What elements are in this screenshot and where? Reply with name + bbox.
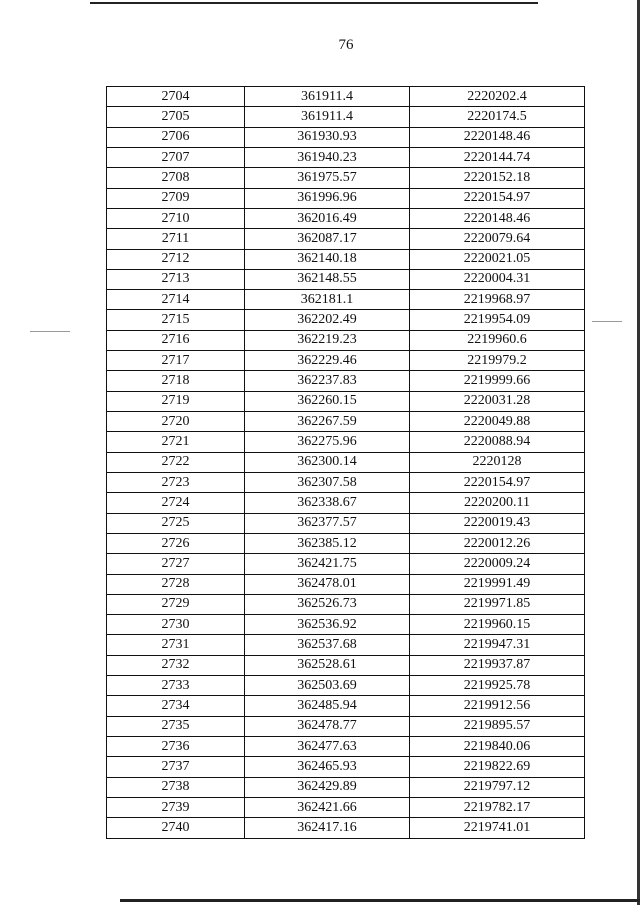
x-coordinate-cell: 361975.57 bbox=[245, 168, 410, 188]
x-coordinate-cell: 362016.49 bbox=[245, 208, 410, 228]
point-number-cell: 2726 bbox=[107, 533, 245, 553]
table-row bbox=[107, 208, 585, 228]
point-number-cell: 2706 bbox=[107, 127, 245, 147]
point-number-cell: 2731 bbox=[107, 635, 245, 655]
table-row bbox=[107, 696, 585, 716]
point-number-cell: 2723 bbox=[107, 472, 245, 492]
table-row bbox=[107, 615, 585, 635]
table-row bbox=[107, 330, 585, 350]
table-row bbox=[107, 269, 585, 289]
x-coordinate-cell: 361911.4 bbox=[245, 107, 410, 127]
y-coordinate-cell: 2220154.97 bbox=[410, 472, 585, 492]
x-coordinate-cell: 362385.12 bbox=[245, 533, 410, 553]
y-coordinate-cell: 2219999.66 bbox=[410, 371, 585, 391]
y-coordinate-cell: 2220019.43 bbox=[410, 513, 585, 533]
table-row bbox=[107, 249, 585, 269]
x-coordinate-cell: 362307.58 bbox=[245, 472, 410, 492]
x-coordinate-cell: 362526.73 bbox=[245, 594, 410, 614]
point-number-cell: 2713 bbox=[107, 269, 245, 289]
table-row bbox=[107, 676, 585, 696]
y-coordinate-cell: 2219840.06 bbox=[410, 737, 585, 757]
table-row bbox=[107, 107, 585, 127]
x-coordinate-cell: 362275.96 bbox=[245, 432, 410, 452]
x-coordinate-cell: 362087.17 bbox=[245, 229, 410, 249]
table-row bbox=[107, 229, 585, 249]
point-number-cell: 2737 bbox=[107, 757, 245, 777]
x-coordinate-cell: 361940.23 bbox=[245, 147, 410, 167]
point-number-cell: 2733 bbox=[107, 676, 245, 696]
x-coordinate-cell: 362202.49 bbox=[245, 310, 410, 330]
x-coordinate-cell: 362219.23 bbox=[245, 330, 410, 350]
point-number-cell: 2738 bbox=[107, 777, 245, 797]
x-coordinate-cell: 361911.4 bbox=[245, 87, 410, 107]
y-coordinate-cell: 2219741.01 bbox=[410, 818, 585, 838]
point-number-cell: 2721 bbox=[107, 432, 245, 452]
point-number-cell: 2736 bbox=[107, 737, 245, 757]
scan-edge-bottom bbox=[120, 899, 640, 902]
point-number-cell: 2732 bbox=[107, 655, 245, 675]
y-coordinate-cell: 2220154.97 bbox=[410, 188, 585, 208]
y-coordinate-cell: 2219925.78 bbox=[410, 676, 585, 696]
table-row bbox=[107, 371, 585, 391]
point-number-cell: 2708 bbox=[107, 168, 245, 188]
table-row bbox=[107, 574, 585, 594]
scan-speck bbox=[592, 321, 622, 322]
y-coordinate-cell: 2219937.87 bbox=[410, 655, 585, 675]
y-coordinate-cell: 2220009.24 bbox=[410, 554, 585, 574]
table-row bbox=[107, 147, 585, 167]
x-coordinate-cell: 362148.55 bbox=[245, 269, 410, 289]
point-number-cell: 2715 bbox=[107, 310, 245, 330]
x-coordinate-cell: 362140.18 bbox=[245, 249, 410, 269]
y-coordinate-cell: 2220152.18 bbox=[410, 168, 585, 188]
y-coordinate-cell: 2220021.05 bbox=[410, 249, 585, 269]
table-row bbox=[107, 757, 585, 777]
point-number-cell: 2710 bbox=[107, 208, 245, 228]
point-number-cell: 2725 bbox=[107, 513, 245, 533]
x-coordinate-cell: 362421.75 bbox=[245, 554, 410, 574]
point-number-cell: 2712 bbox=[107, 249, 245, 269]
y-coordinate-cell: 2220088.94 bbox=[410, 432, 585, 452]
point-number-cell: 2740 bbox=[107, 818, 245, 838]
point-number-cell: 2728 bbox=[107, 574, 245, 594]
y-coordinate-cell: 2220031.28 bbox=[410, 391, 585, 411]
x-coordinate-cell: 361930.93 bbox=[245, 127, 410, 147]
x-coordinate-cell: 362477.63 bbox=[245, 737, 410, 757]
x-coordinate-cell: 362229.46 bbox=[245, 351, 410, 371]
x-coordinate-cell: 362485.94 bbox=[245, 696, 410, 716]
point-number-cell: 2711 bbox=[107, 229, 245, 249]
x-coordinate-cell: 362417.16 bbox=[245, 818, 410, 838]
table-row bbox=[107, 391, 585, 411]
table-row bbox=[107, 127, 585, 147]
point-number-cell: 2707 bbox=[107, 147, 245, 167]
point-number-cell: 2720 bbox=[107, 412, 245, 432]
y-coordinate-cell: 2219797.12 bbox=[410, 777, 585, 797]
table-row bbox=[107, 432, 585, 452]
x-coordinate-cell: 362338.67 bbox=[245, 493, 410, 513]
y-coordinate-cell: 2219968.97 bbox=[410, 290, 585, 310]
coordinates-table-body bbox=[107, 87, 585, 839]
x-coordinate-cell: 362465.93 bbox=[245, 757, 410, 777]
y-coordinate-cell: 2220148.46 bbox=[410, 127, 585, 147]
table-row bbox=[107, 777, 585, 797]
point-number-cell: 2705 bbox=[107, 107, 245, 127]
x-coordinate-cell: 362537.68 bbox=[245, 635, 410, 655]
y-coordinate-cell: 2219822.69 bbox=[410, 757, 585, 777]
y-coordinate-cell: 2219782.17 bbox=[410, 797, 585, 817]
x-coordinate-cell: 362181.1 bbox=[245, 290, 410, 310]
table-row bbox=[107, 87, 585, 107]
y-coordinate-cell: 2220200.11 bbox=[410, 493, 585, 513]
table-row bbox=[107, 797, 585, 817]
point-number-cell: 2735 bbox=[107, 716, 245, 736]
point-number-cell: 2719 bbox=[107, 391, 245, 411]
x-coordinate-cell: 362478.01 bbox=[245, 574, 410, 594]
y-coordinate-cell: 2220012.26 bbox=[410, 533, 585, 553]
page-number bbox=[0, 37, 640, 54]
point-number-cell: 2739 bbox=[107, 797, 245, 817]
x-coordinate-cell: 362300.14 bbox=[245, 452, 410, 472]
point-number-cell: 2718 bbox=[107, 371, 245, 391]
point-number-cell: 2730 bbox=[107, 615, 245, 635]
x-coordinate-cell: 362267.59 bbox=[245, 412, 410, 432]
y-coordinate-cell: 2220202.4 bbox=[410, 87, 585, 107]
y-coordinate-cell: 2220049.88 bbox=[410, 412, 585, 432]
table-row bbox=[107, 655, 585, 675]
y-coordinate-cell: 2219991.49 bbox=[410, 574, 585, 594]
y-coordinate-cell: 2220079.64 bbox=[410, 229, 585, 249]
y-coordinate-cell: 2220144.74 bbox=[410, 147, 585, 167]
table-row bbox=[107, 412, 585, 432]
y-coordinate-cell: 2219979.2 bbox=[410, 351, 585, 371]
x-coordinate-cell: 361996.96 bbox=[245, 188, 410, 208]
x-coordinate-cell: 362237.83 bbox=[245, 371, 410, 391]
table-row bbox=[107, 716, 585, 736]
table-row bbox=[107, 737, 585, 757]
point-number-cell: 2716 bbox=[107, 330, 245, 350]
point-number-cell: 2729 bbox=[107, 594, 245, 614]
page-number-text: 76 bbox=[338, 37, 354, 53]
scan-speck bbox=[30, 331, 70, 332]
table-row bbox=[107, 351, 585, 371]
y-coordinate-cell: 2219960.6 bbox=[410, 330, 585, 350]
x-coordinate-cell: 362421.66 bbox=[245, 797, 410, 817]
x-coordinate-cell: 362503.69 bbox=[245, 676, 410, 696]
y-coordinate-cell: 2220128 bbox=[410, 452, 585, 472]
point-number-cell: 2727 bbox=[107, 554, 245, 574]
point-number-cell: 2734 bbox=[107, 696, 245, 716]
x-coordinate-cell: 362478.77 bbox=[245, 716, 410, 736]
point-number-cell: 2704 bbox=[107, 87, 245, 107]
y-coordinate-cell: 2220174.5 bbox=[410, 107, 585, 127]
table-row bbox=[107, 188, 585, 208]
point-number-cell: 2722 bbox=[107, 452, 245, 472]
point-number-cell: 2714 bbox=[107, 290, 245, 310]
x-coordinate-cell: 362536.92 bbox=[245, 615, 410, 635]
table-row bbox=[107, 594, 585, 614]
x-coordinate-cell: 362377.57 bbox=[245, 513, 410, 533]
y-coordinate-cell: 2219947.31 bbox=[410, 635, 585, 655]
y-coordinate-cell: 2219912.56 bbox=[410, 696, 585, 716]
table-row bbox=[107, 472, 585, 492]
table-row bbox=[107, 818, 585, 838]
x-coordinate-cell: 362260.15 bbox=[245, 391, 410, 411]
table-row bbox=[107, 290, 585, 310]
table-row bbox=[107, 168, 585, 188]
scan-edge-top bbox=[90, 2, 538, 4]
point-number-cell: 2724 bbox=[107, 493, 245, 513]
table-row bbox=[107, 533, 585, 553]
x-coordinate-cell: 362429.89 bbox=[245, 777, 410, 797]
point-number-cell: 2717 bbox=[107, 351, 245, 371]
y-coordinate-cell: 2219971.85 bbox=[410, 594, 585, 614]
point-number-cell: 2709 bbox=[107, 188, 245, 208]
y-coordinate-cell: 2219960.15 bbox=[410, 615, 585, 635]
coordinates-table bbox=[106, 86, 585, 839]
table-row bbox=[107, 513, 585, 533]
table-row bbox=[107, 635, 585, 655]
y-coordinate-cell: 2219895.57 bbox=[410, 716, 585, 736]
y-coordinate-cell: 2219954.09 bbox=[410, 310, 585, 330]
x-coordinate-cell: 362528.61 bbox=[245, 655, 410, 675]
table-row bbox=[107, 310, 585, 330]
y-coordinate-cell: 2220004.31 bbox=[410, 269, 585, 289]
table-row bbox=[107, 452, 585, 472]
table-row bbox=[107, 493, 585, 513]
table-row bbox=[107, 554, 585, 574]
y-coordinate-cell: 2220148.46 bbox=[410, 208, 585, 228]
